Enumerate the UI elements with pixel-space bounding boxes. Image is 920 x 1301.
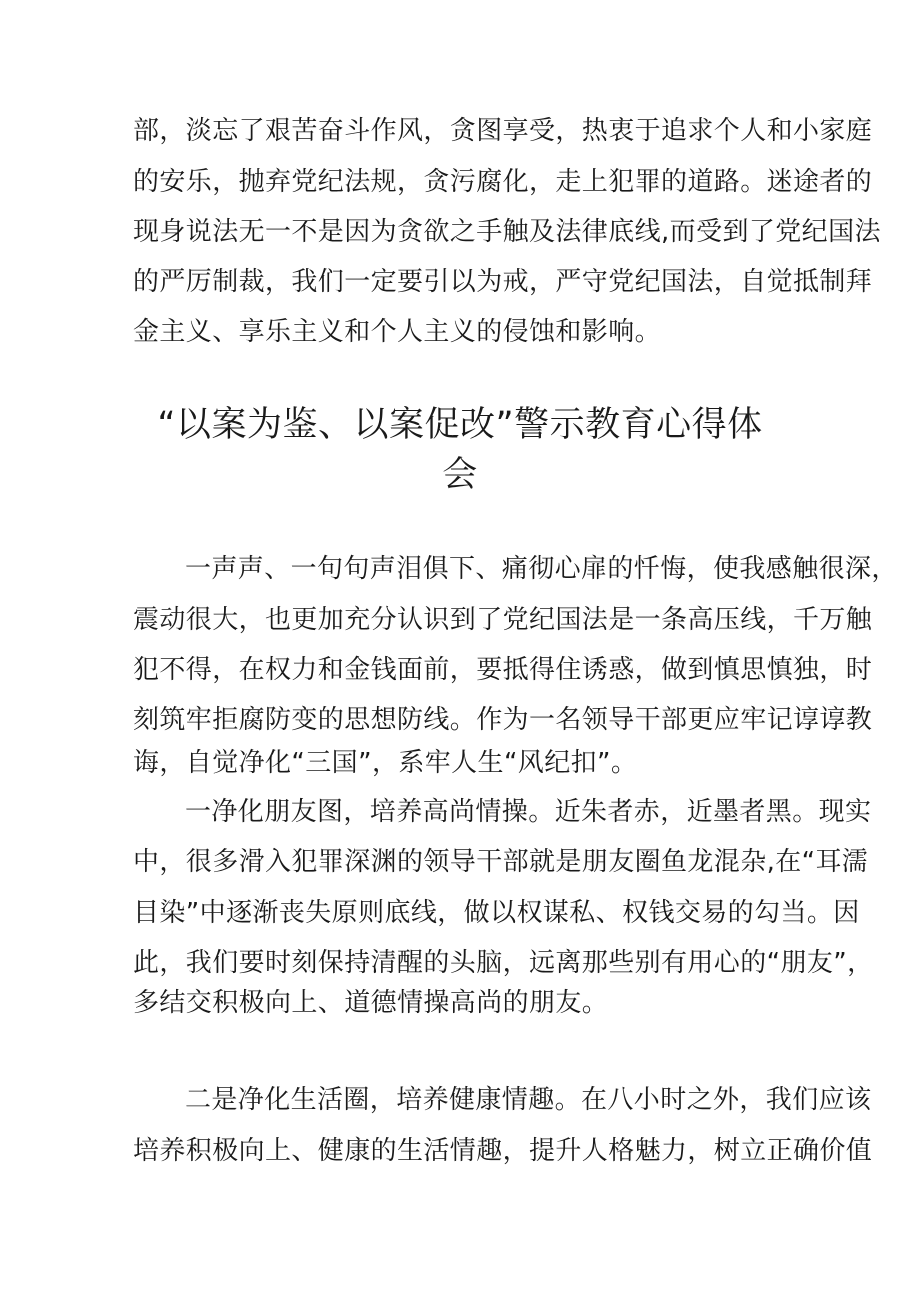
para3-line-1: 二是净化生活圈，培养健康情趣。在八小时之外，我们应该 [185, 1085, 872, 1115]
para1-line-3: 犯不得，在权力和金钱面前，要抵得住诱惑，做到慎思慎独，时 [133, 655, 873, 685]
document-title-line-2: 会 [442, 455, 478, 495]
para1-line-1: 一声声、一句句声泪俱下、痛彻心扉的忏悔，使我感触很深， [185, 554, 898, 584]
para2-line-5: 多结交积极向上、道德情操高尚的朋友。 [133, 988, 609, 1018]
intro-line-5: 金主义、享乐主义和个人主义的侵蚀和影响。 [133, 317, 662, 347]
intro-line-4: 的严厉制裁，我们一定要引以为戒，严守党纪国法，自觉抵制拜 [133, 267, 873, 297]
para1-line-4: 刻筑牢拒腐防变的思想防线。作为一名领导干部更应牢记谆谆教 [133, 705, 873, 735]
document-title-line-1: “以案为鉴、以案促改”警示教育心得体 [157, 405, 763, 445]
para2-line-1: 一净化朋友图，培养高尚情操。近朱者赤，近墨者黑。现实 [185, 797, 872, 827]
para1-line-5: 诲，自觉净化“三国”，系牢人生“风纪扣”。 [133, 748, 638, 778]
intro-line-1: 部，淡忘了艰苦奋斗作风，贪图享受，热衷于追求个人和小家庭 [133, 116, 873, 146]
intro-line-3: 现身说法无一不是因为贪欲之手触及法律底线,而受到了党纪国法 [133, 217, 881, 247]
para3-line-2: 培养积极向上、健康的生活情趣，提升人格魅力，树立正确价值 [133, 1136, 873, 1166]
para2-line-4: 此，我们要时刻保持清醒的头脑，远离那些别有用心的“朋友”， [133, 948, 874, 978]
intro-line-2: 的安乐，抛弃党纪法规，贪污腐化，走上犯罪的道路。迷途者的 [133, 167, 873, 197]
para2-line-2: 中，很多滑入犯罪深渊的领导干部就是朋友圈鱼龙混杂,在“耳濡 [133, 847, 869, 877]
para1-line-2: 震动很大，也更加充分认识到了党纪国法是一条高压线，千万触 [133, 605, 873, 635]
para2-line-3: 目染”中逐渐丧失原则底线，做以权谋私、权钱交易的勾当。因 [133, 898, 860, 928]
